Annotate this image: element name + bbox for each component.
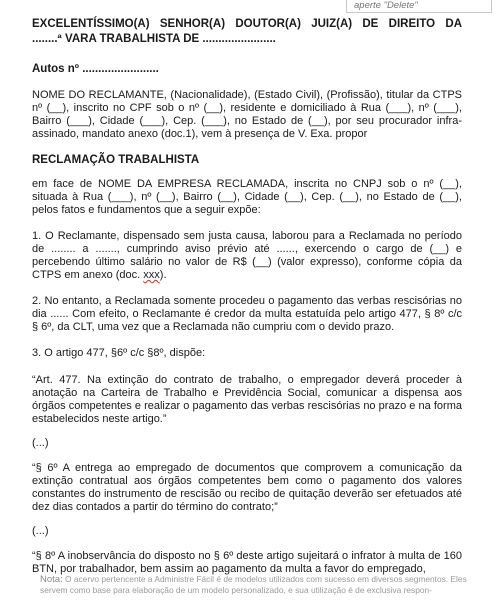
document-header <box>32 17 462 47</box>
defendant-paragraph: em face de NOME DA EMPRESA RECLAMADA, inscrita no CNPJ sob o nº (__), situada à Rua (___), nº (__), Bairro (__), Cidade (__), Cep. (__), no Estado de (__), pelos fatos e fundamentos que a seguir expõe: <box>32 178 462 216</box>
ellipsis-2: (...) <box>32 525 49 537</box>
paragraph-3: 3. O artigo 477, §6º c/c §8º, dispõe: <box>32 347 206 359</box>
spellcheck-flagged-word: xxx <box>143 269 160 281</box>
note-label: Nota: <box>40 574 63 585</box>
case-number-line: Autos nº ........................ <box>32 63 159 75</box>
quote-paragraph-8: “§ 8º A inobservância do disposto no § 6º deste artigo sujeitará o infrator à multa de 160 BTN, por trabalhador, bem assim ao pagamento da multa a favor do empregado, <box>32 550 462 575</box>
ellipsis-1: (...) <box>32 437 49 449</box>
header-line-2: ........ª VARA TRABALHISTA DE ....................... <box>32 33 276 45</box>
paragraph-1-text: 1. O Reclamante, dispensado sem justa causa, laborou para a Reclamada no período de ........ a ......., cumprindo aviso prévio até ......, exercendo o cargo de (__) e percebendo último salário no valor de R$ (__) (valor expresso), conforme cópia da CTPS em anexo (doc. <box>32 230 462 281</box>
paragraph-1 <box>32 230 462 282</box>
paragraph-1-end: ). <box>159 269 167 281</box>
intro-paragraph: NOME DO RECLAMANTE, (Nacionalidade), (Estado Civil), (Profissão), titular da CTPS nº (__), inscrito no CPF sob o nº (__), residente e domiciliado à Rua (___), nº (___), Bairro (___), Cidade (___), Cep. (___), no Estado de (__), por seu procurador infra-assinado, mandato anexo (doc.1), vem à presença de V. Exa. propor <box>32 89 462 140</box>
quote-article-477: “Art. 477. Na extinção do contrato de trabalho, o empregador deverá proceder à anotação na Carteira de Trabalho e Previdência Social, comunicar a dispensa aos órgãos competentes e realizar o pagamento das verbas rescisórias no prazo e na forma estabelecidos neste artigo.” <box>32 374 462 425</box>
section-title: RECLAMAÇÃO TRABALHISTA <box>32 154 200 166</box>
footer-note <box>40 574 470 596</box>
paragraph-2: 2. No entanto, a Reclamada somente procedeu o pagamento das verbas rescisórias no dia ...... Com efeito, o Reclamante é credor da multa estatuída pelo artigo 477, § 8º c/c § 6º, da CLT, uma vez que a Reclamada não cumpriu com o devido prazo. <box>32 295 462 333</box>
note-text: O acervo pertencente a Administre Fácil é de modelos utilizados com sucesso em diversos segmentos. Eles servem como base para elaboração de um modelo personalizado, e sua utilização é de exclusiva respon- <box>40 574 467 595</box>
header-line-1: EXCELENTÍSSIMO(A) SENHOR(A) DOUTOR(A) JUIZ(A) DE DIREITO DA <box>32 18 462 30</box>
petition-document <box>32 17 462 576</box>
quote-paragraph-6: “§ 6º A entrega ao empregado de documentos que comprovem a comunicação da extinção contratual aos órgãos competentes bem como o pagamento dos valores constantes do instrumento de rescisão ou recibo de quitação deverão ser efetuados até dez dias contados a partir do término do contrato;” <box>32 462 462 513</box>
delete-hint-tooltip: aperte "Delete" <box>346 0 492 13</box>
